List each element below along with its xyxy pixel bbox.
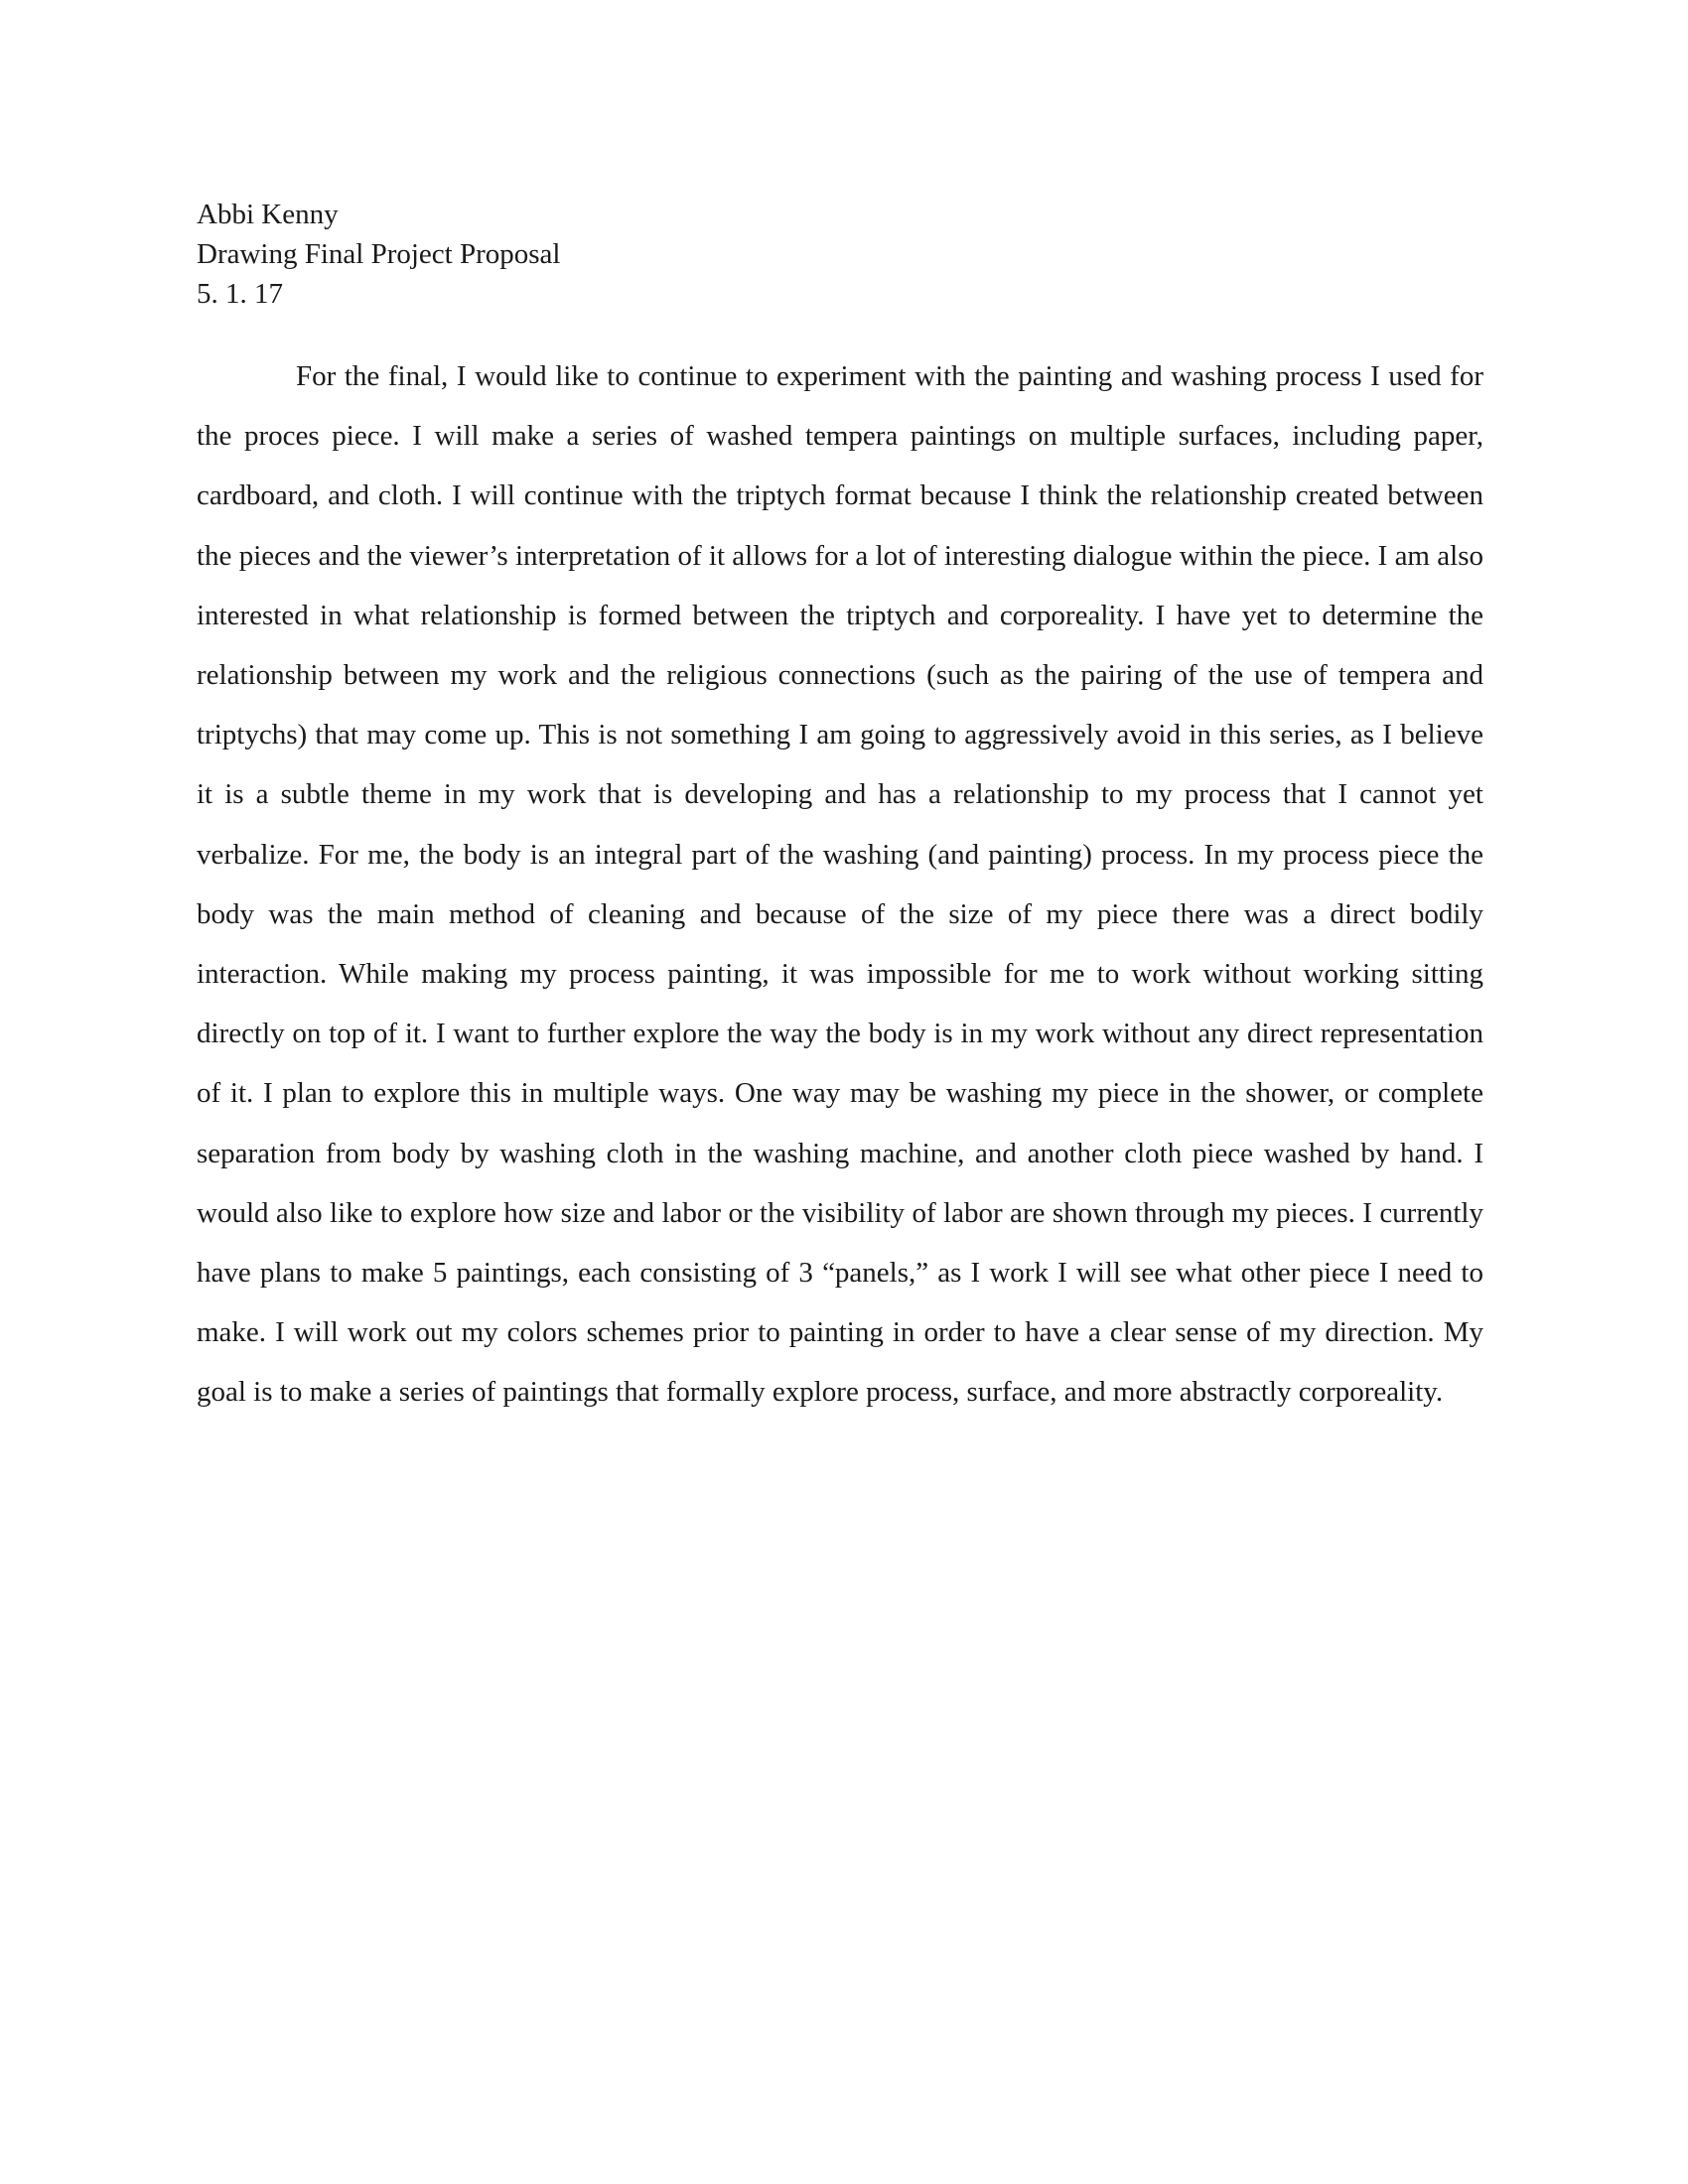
document-title: Drawing Final Project Proposal bbox=[197, 238, 561, 270]
document-content bbox=[197, 195, 1483, 1423]
body-paragraph: For the final, I would like to continue to experiment with the painting and washing process I used for the proces piece. I will make a series of washed tempera paintings on multiple surfaces, including paper, cardboard, and cloth. I will continue with the triptych format because I think the relationship created between the pieces and the viewer’s interpretation of it allows for a lot of interesting dialogue within the piece. I am also interested in what relationship is formed between the triptych and corporeality. I have yet to determine the relationship between my work and the religious connections (such as the pairing of the use of tempera and triptychs) that may come up. This is not something I am going to aggressively avoid in this series, as I believe it is a subtle theme in my work that is developing and has a relationship to my process that I cannot yet verbalize. For me, the body is an integral part of the washing (and painting) process. In my process piece the body was the main method of cleaning and because of the size of my piece there was a direct bodily interaction. While making my process painting, it was impossible for me to work without working sitting directly on top of it. I want to further explore the way the body is in my work without any direct representation of it. I plan to explore this in multiple ways. One way may be washing my piece in the shower, or complete separation from body by washing cloth in the washing machine, and another cloth piece washed by hand. I would also like to explore how size and labor or the visibility of labor are shown through my pieces. I currently have plans to make 5 paintings, each consisting of 3 “panels,” as I work I will see what other piece I need to make. I will work out my colors schemes prior to painting in order to have a clear sense of my direction. My goal is to make a series of paintings that formally explore process, surface, and more abstractly corporeality. bbox=[197, 360, 1483, 1409]
author-name: Abbi Kenny bbox=[197, 199, 339, 230]
document-header bbox=[197, 195, 1483, 314]
document-date: 5. 1. 17 bbox=[197, 278, 283, 310]
